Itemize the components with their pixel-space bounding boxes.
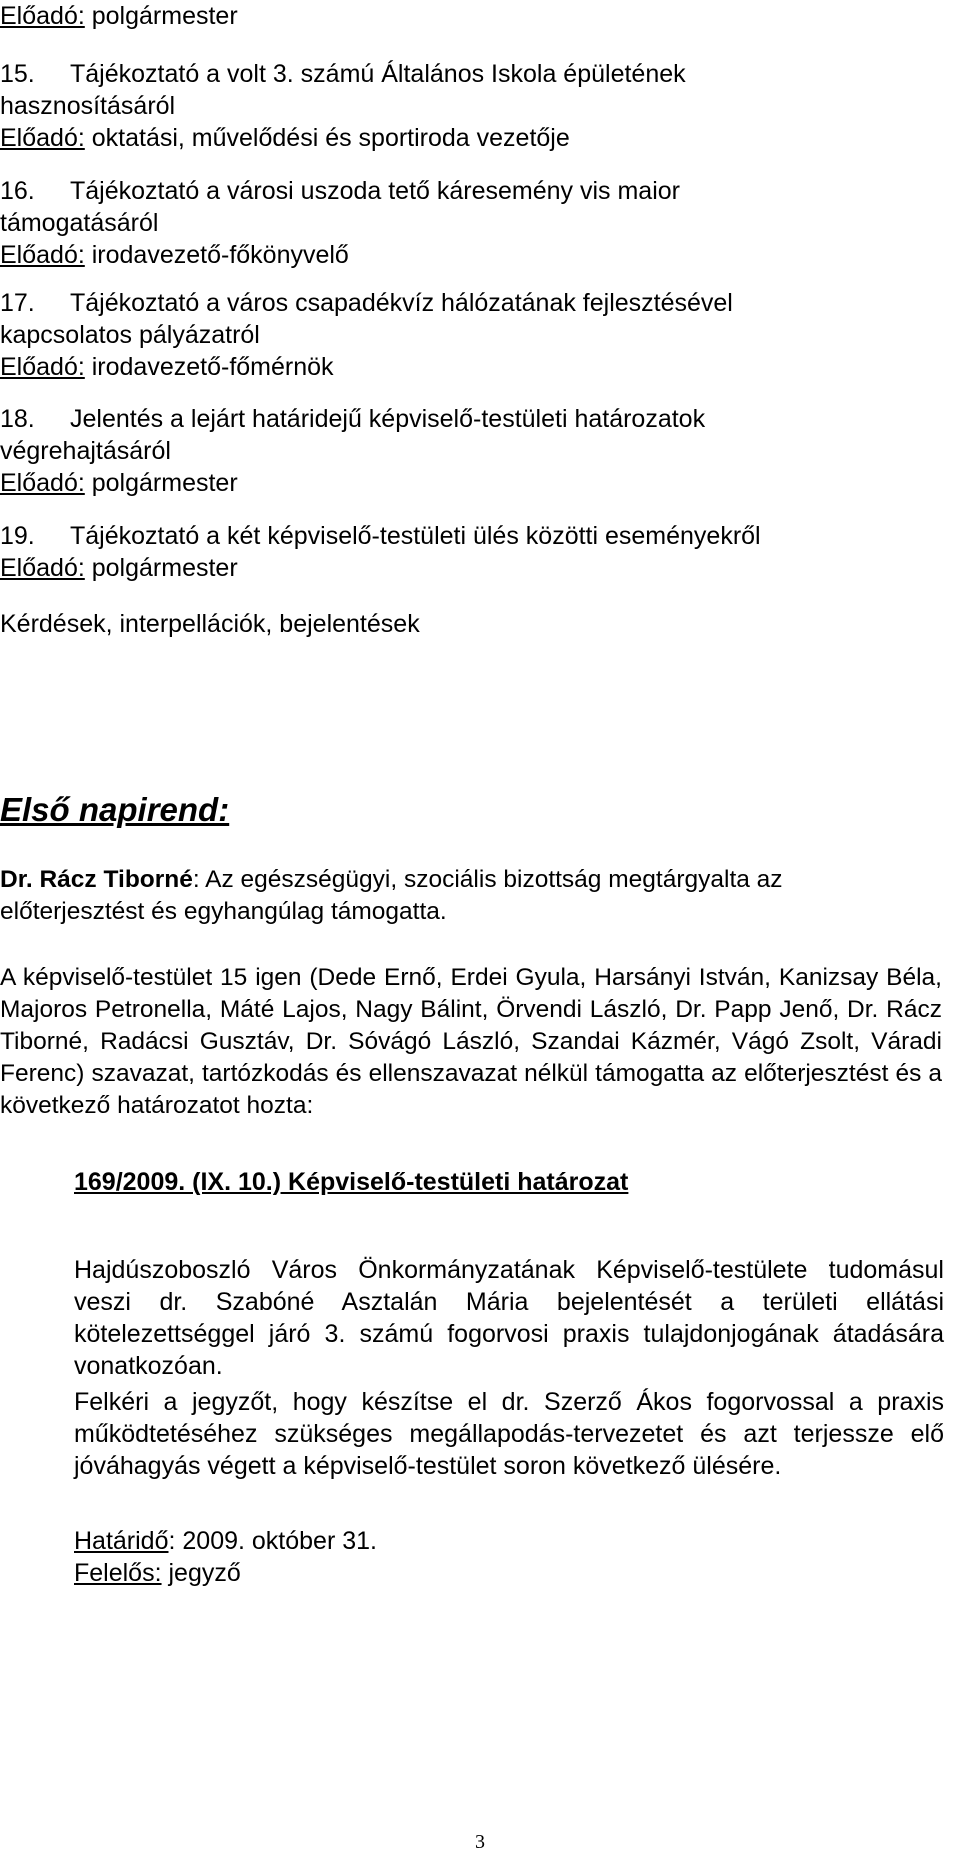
questions-line: Kérdések, interpellációk, bejelentések bbox=[0, 610, 420, 638]
resolution-paragraph-1: Hajdúszoboszló Város Önkormányzatának Képviselő-testülete tudomásul veszi dr. Szabóné Asztalán Mária bejelentését a területi ellátási kötelezettséggel járó 3. számú fogorvosi praxis tulajdonjogának átadására vonatkozóan. bbox=[74, 1256, 944, 1380]
committee-paragraph bbox=[0, 864, 905, 928]
committee-member-name: Dr. Rácz Tiborné bbox=[0, 866, 193, 893]
responsible-label: Felelős: bbox=[74, 1559, 162, 1587]
item-title-cont: támogatásáról bbox=[0, 209, 159, 237]
presenter-value: polgármester bbox=[84, 2, 238, 30]
resolution-title-text: 169/2009. (IX. 10.) Képviselő-testületi határozat bbox=[74, 1168, 629, 1196]
item-title: Tájékoztató a volt 3. számú Általános Iskola épületének bbox=[70, 60, 686, 88]
responsible-value: jegyző bbox=[161, 1559, 241, 1587]
item-title-cont: végrehajtásáról bbox=[0, 437, 171, 465]
presenter-value: irodavezető-főkönyvelő bbox=[84, 241, 349, 269]
item-number: 19. bbox=[0, 522, 35, 550]
deadline-line bbox=[74, 1525, 958, 1557]
resolution-paragraph-2: Felkéri a jegyzőt, hogy készítse el dr. Szerző Ákos fogorvossal a praxis működtetéséhez szükséges megállapodás-tervezetet és azt terjessze elő jóváhagyás végett a képviselő-testület soron következő ülésére. bbox=[74, 1388, 944, 1480]
item-number: 16. bbox=[0, 177, 35, 205]
item-title-cont: kapcsolatos pályázatról bbox=[0, 321, 260, 349]
item-title: Tájékoztató a városi uszoda tető káresemény vis maior bbox=[70, 177, 680, 205]
presenter-label: Előadó: bbox=[0, 353, 85, 381]
item-title-cont: hasznosításáról bbox=[0, 92, 176, 120]
agenda-item-17 bbox=[0, 287, 930, 383]
agenda-item-18 bbox=[0, 403, 930, 499]
item-title: Tájékoztató a két képviselő-testületi ülés közötti eseményekről bbox=[70, 522, 761, 550]
responsible-line bbox=[74, 1557, 958, 1589]
presenter-label: Előadó: bbox=[0, 469, 85, 497]
vote-paragraph: A képviselő-testület 15 igen (Dede Ernő, Erdei Gyula, Harsányi István, Kanizsay Béla, Majoros Petronella, Máté Lajos, Nagy Bálint, Örvendi László, Dr. Papp Jenő, Dr. Rácz Tiborné, Radácsi Gusztáv, Dr. Sóvágó László, Szandai Kázmér, Vágó Zsolt, Váradi Ferenc) szavazat, tartózkodás és ellenszavazat nélkül támogatta az előterjesztést és a következő határozatot hozta: bbox=[0, 964, 942, 1119]
item-number: 18. bbox=[0, 405, 35, 433]
presenter-label: Előadó: bbox=[0, 554, 85, 582]
agenda-item-15 bbox=[0, 58, 930, 154]
presenter-value: polgármester bbox=[84, 469, 238, 497]
presenter-value: irodavezető-főmérnök bbox=[84, 353, 334, 381]
presenter-label: Előadó: bbox=[0, 241, 85, 269]
presenter-value: oktatási, művelődési és sportiroda vezetője bbox=[84, 124, 570, 152]
presenter-value: polgármester bbox=[84, 554, 238, 582]
agenda-item-16 bbox=[0, 175, 930, 271]
presenter-label: Előadó: bbox=[0, 124, 85, 152]
deadline-value: : 2009. október 31. bbox=[168, 1527, 377, 1555]
top-presenter-line bbox=[0, 0, 930, 32]
resolution-title bbox=[74, 1166, 958, 1198]
item-number: 17. bbox=[0, 289, 35, 317]
committee-text: : Az egészségügyi, szociális bizottság megtárgyalta az előterjesztést és egyhangúlag támogatta. bbox=[0, 866, 783, 925]
page-number: 3 bbox=[475, 1831, 485, 1853]
item-title: Tájékoztató a város csapadékvíz hálózatának fejlesztésével bbox=[70, 289, 733, 317]
first-agenda-heading: Első napirend: bbox=[0, 791, 230, 828]
presenter-label: Előadó: bbox=[0, 2, 85, 30]
item-number: 15. bbox=[0, 60, 35, 88]
deadline-label: Határidő bbox=[74, 1527, 169, 1555]
agenda-item-19 bbox=[0, 520, 930, 584]
item-title: Jelentés a lejárt határidejű képviselő-testületi határozatok bbox=[70, 405, 706, 433]
